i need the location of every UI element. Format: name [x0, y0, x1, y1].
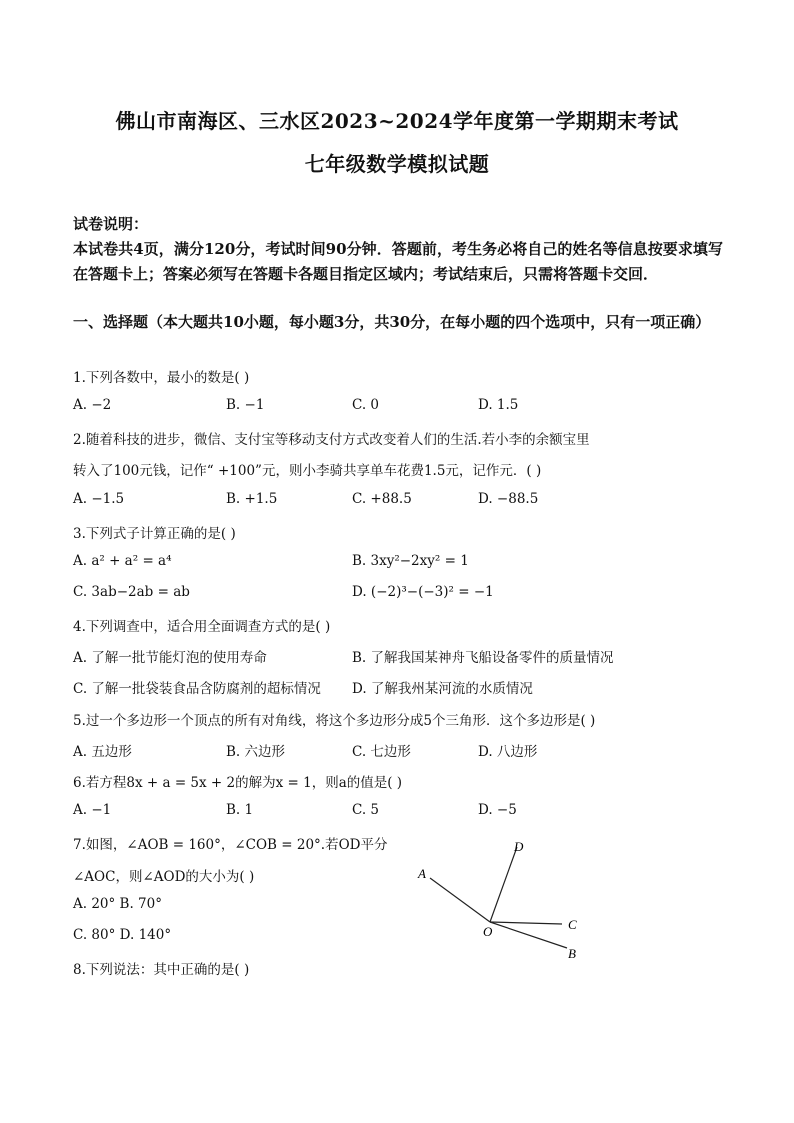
question-5-option-d: D. 八边形: [478, 744, 538, 760]
question-6-option-a: A. −1: [73, 802, 112, 818]
question-4-option-d: D. 了解我州某河流的水质情况: [352, 681, 533, 697]
question-2-option-a: A. −1.5: [73, 491, 125, 507]
question-6-option-b: B. 1: [226, 802, 254, 818]
question-4-option-a: A. 了解一批节能灯泡的使用寿命: [73, 650, 267, 666]
question-1-option-b: B. −1: [226, 397, 265, 413]
exam-subtitle: 七年级数学模拟试题: [304, 152, 490, 176]
question-5-option-a: A. 五边形: [73, 744, 132, 760]
question-2-option-b: B. +1.5: [226, 491, 278, 507]
question-6-stem: 6.若方程8x + a = 5x + 2的解为x = 1，则a的值是( ): [73, 775, 403, 791]
question-2-option-d: D. −88.5: [478, 491, 539, 507]
question-3-option-a: A. a² + a² = a⁴: [73, 553, 172, 569]
exam-title: 佛山市南海区、三水区2023~2024学年度第一学期期末考试: [115, 109, 679, 133]
instructions-text: 本试卷共4页，满分120分，考试时间90分钟．答题前，考生务必将自己的姓名等信息按要求填写在答题卡上；答案必须写在答题卡各题目指定区域内；考试结束后，只需将答题卡交回．: [73, 240, 723, 283]
question-2-stem: 2.随着科技的进步，微信、支付宝等移动支付方式改变着人们的生活.若小李的余额宝里: [73, 432, 590, 448]
ray-oa: [430, 878, 490, 922]
instructions-block: [73, 212, 723, 287]
question-7-stem: 7.如图，∠AOB = 160°，∠COB = 20°.若OD平分: [73, 837, 388, 853]
question-4-stem: 4.下列调查中，适合用全面调查方式的是( ): [73, 619, 331, 635]
label-b: B: [568, 946, 576, 961]
instructions-label: 试卷说明：: [73, 215, 149, 233]
question-3-option-d: D. (−2)³−(−3)² = −1: [352, 584, 494, 600]
question-7-options-row2: C. 80° D. 140°: [73, 927, 172, 943]
question-5-option-c: C. 七边形: [352, 744, 411, 760]
ray-ob: [490, 922, 567, 948]
question-4-option-c: C. 了解一批袋装食品含防腐剂的超标情况: [73, 681, 321, 697]
question-2-stem-line2: 转入了100元钱，记作“ +100”元，则小李骑共享单车花费1.5元，记作元．( ): [73, 463, 542, 479]
question-3-option-c: C. 3ab−2ab = ab: [73, 584, 190, 600]
ray-oc: [490, 922, 562, 924]
section-heading: 一、选择题（本大题共10小题，每小题3分，共30分，在每小题的四个选项中，只有一项正确）: [73, 313, 711, 331]
label-c: C: [568, 917, 577, 932]
label-d: D: [514, 839, 524, 854]
question-7-stem-line2: ∠AOC，则∠AOD的大小为( ): [73, 869, 255, 885]
question-1-option-a: A. −2: [73, 397, 112, 413]
question-7-options-row1: A. 20° B. 70°: [73, 896, 162, 912]
ray-od: [490, 847, 517, 922]
question-6-option-c: C. 5: [352, 802, 380, 818]
question-5-option-b: B. 六边形: [226, 744, 286, 760]
label-o: O: [483, 924, 493, 939]
angle-figure: [412, 832, 592, 967]
question-5-stem: 5.过一个多边形一个顶点的所有对角线，将这个多边形分成5个三角形．这个多边形是( ): [73, 713, 596, 729]
angle-diagram: [412, 832, 592, 967]
question-6-option-d: D. −5: [478, 802, 517, 818]
question-1-option-c: C. 0: [352, 397, 380, 413]
question-2-option-c: C. +88.5: [352, 491, 412, 507]
question-4-option-b: B. 了解我国某神舟飞船设备零件的质量情况: [352, 650, 614, 666]
label-a: A: [418, 866, 426, 881]
question-1-stem: 1.下列各数中，最小的数是( ): [73, 370, 250, 386]
question-3-stem: 3.下列式子计算正确的是( ): [73, 526, 236, 542]
question-1-option-d: D. 1.5: [478, 397, 519, 413]
question-8-stem: 8.下列说法：其中正确的是( ): [73, 962, 250, 978]
question-3-option-b: B. 3xy²−2xy² = 1: [352, 553, 469, 569]
